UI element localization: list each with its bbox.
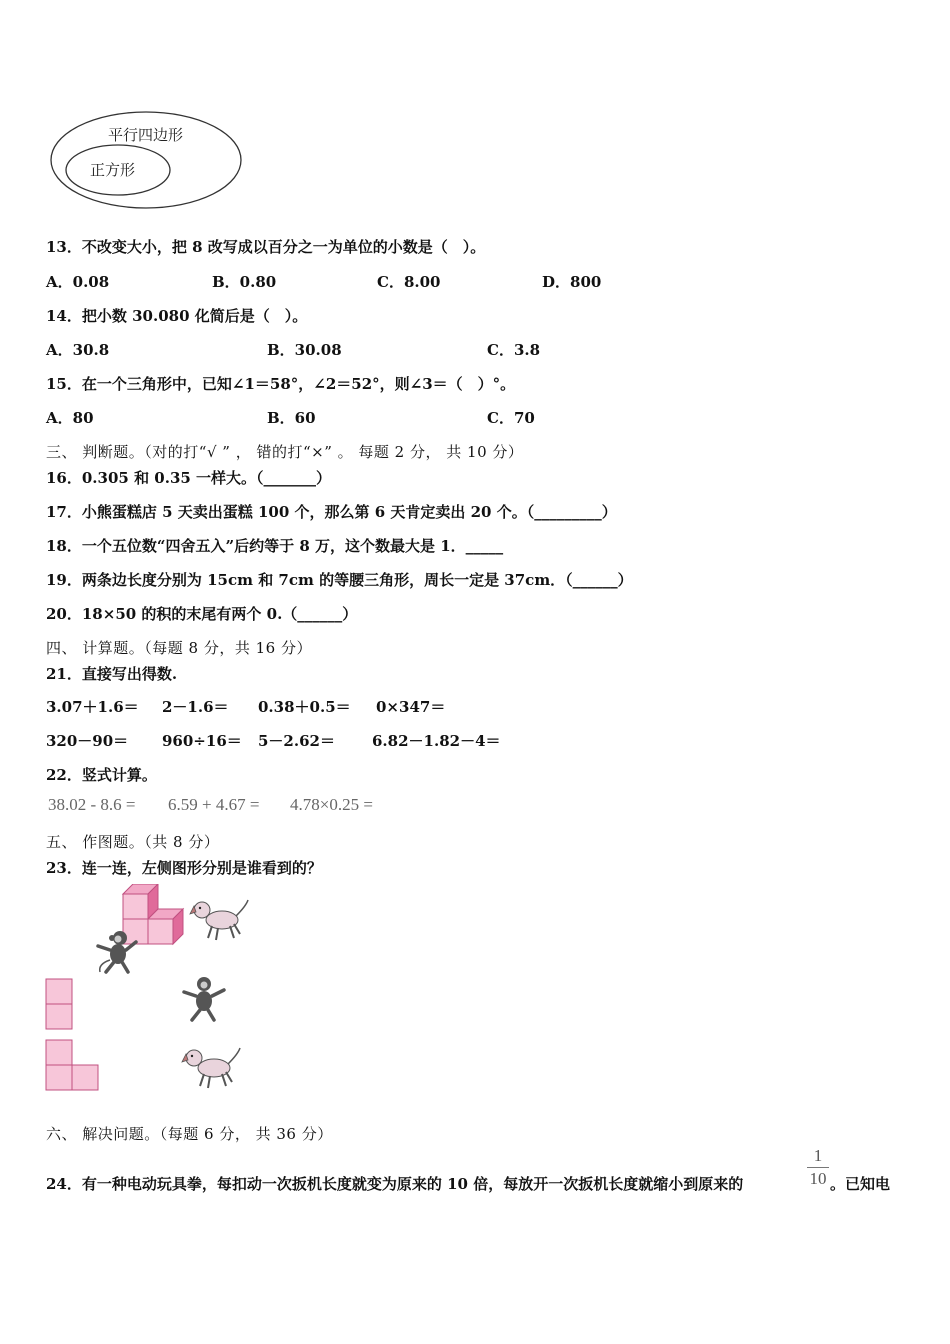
section-3-heading: 三、 判断题。（对的打“√ ” ， 错的打“×” 。 每题 2 分， 共 10 分）: [46, 443, 524, 461]
question-20: 20．18×50 的积的末尾有两个 0.（______）: [46, 605, 358, 623]
question-21: 21．直接写出得数.: [46, 665, 178, 683]
question-17: 17．小熊蛋糕店 5 天卖出蛋糕 100 个，那么第 6 天肯定卖出 20 个。（_________）: [46, 503, 617, 521]
q13-option-a[interactable]: A．0.08: [46, 273, 110, 291]
question-19: 19．两条边长度分别为 15cm 和 7cm 的等腰三角形，周长一定是 37cm．（______）: [46, 571, 633, 589]
question-24: [46, 1173, 743, 1194]
fraction-bar: [807, 1167, 829, 1168]
venn-inner-label: 正方形: [90, 161, 136, 179]
q14-option-c[interactable]: C．3.8: [487, 341, 541, 359]
q15-option-b[interactable]: B．60: [267, 409, 316, 427]
section-5-heading: 五、 作图题。（共 8 分）: [46, 833, 220, 851]
view-shape-1: [45, 978, 75, 1032]
q24-text-before: 24．有一种电动玩具拳，每扣动一次扳机长度就变为原来的 10 倍，每放开一次扳机长度就缩小到原来的: [46, 1175, 744, 1193]
monkey-option-figure[interactable]: [180, 974, 228, 1024]
q24-text-after: 。已知电: [830, 1175, 891, 1193]
q21-item-5: 320－90＝: [46, 732, 129, 750]
q15-option-a[interactable]: A．80: [46, 409, 94, 427]
venn-diagram: [48, 108, 248, 212]
section-4-heading: 四、 计算题。（每题 8 分，共 16 分）: [46, 639, 312, 657]
fraction-numerator: 1: [813, 1146, 823, 1165]
question-15: 15．在一个三角形中，已知∠1＝58°，∠2＝52°，则∠3＝（ ）°。: [46, 375, 516, 393]
q21-item-7: 5－2.62＝: [258, 732, 335, 750]
question-23: 23．连一连，左侧图形分别是谁看到的？: [46, 859, 322, 877]
q21-item-1: 3.07＋1.6＝: [46, 698, 139, 716]
dog-figure: [188, 896, 250, 942]
q21-item-3: 0.38＋0.5＝: [258, 698, 351, 716]
q13-option-c[interactable]: C．8.00: [377, 273, 441, 291]
venn-outer-label: 平行四边形: [108, 126, 184, 144]
q22-expr-3: 4.78×0.25 =: [290, 795, 373, 814]
q21-item-4: 0×347＝: [376, 698, 446, 716]
question-13: 13．不改变大小，把 8 改写成以百分之一为单位的小数是（ ）。: [46, 238, 486, 256]
question-18: 18．一个五位数“四舍五入”后约等于 8 万，这个数最大是 1．_____: [46, 537, 504, 555]
question-14: 14．把小数 30.080 化简后是（ ）。: [46, 307, 308, 325]
q21-item-6: 960÷16＝: [162, 732, 242, 750]
q13-option-d[interactable]: D．800: [542, 273, 602, 291]
q22-expr-2: 6.59 + 4.67 =: [168, 795, 260, 814]
q14-option-a[interactable]: A．30.8: [46, 341, 110, 359]
fraction-denominator: 10: [809, 1169, 827, 1188]
dog-option-figure[interactable]: [180, 1044, 242, 1090]
monkey-figure: [92, 928, 140, 976]
q14-option-b[interactable]: B．30.08: [267, 341, 342, 359]
q15-option-c[interactable]: C．70: [487, 409, 535, 427]
q21-item-2: 2－1.6＝: [162, 698, 229, 716]
section-6-heading: 六、 解决问题。（每题 6 分， 共 36 分）: [46, 1125, 333, 1143]
question-16: 16．0.305 和 0.35 一样大。（_______）: [46, 469, 332, 487]
question-22: 22．竖式计算。: [46, 766, 157, 784]
q21-item-8: 6.82－1.82－4＝: [372, 732, 501, 750]
q22-expr-1: 38.02 - 8.6 =: [48, 795, 136, 814]
view-shape-2: [45, 1039, 101, 1093]
q24-fraction: [807, 1146, 829, 1189]
q13-option-b[interactable]: B．0.80: [212, 273, 277, 291]
